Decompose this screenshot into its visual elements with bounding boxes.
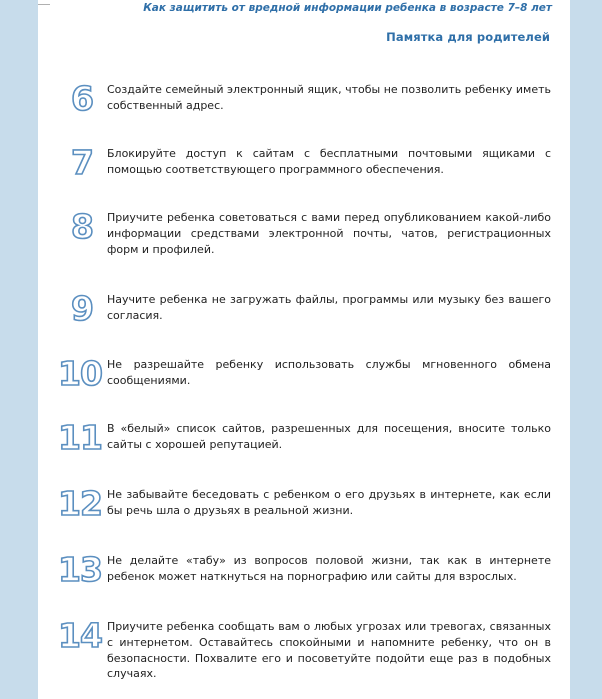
tip-text: Не забывайте беседовать с ребенком о его друзьях в интернете, как если бы речь шла о друзьях в реальной жизни. — [107, 488, 551, 517]
tip-text: Научите ребенка не загружать файлы, программы или музыку без вашего согласия. — [107, 293, 551, 322]
tip-number: 9 — [71, 289, 93, 328]
tip-number: 13 — [58, 550, 102, 589]
tip-number: 14 — [58, 616, 102, 655]
tip-number: 8 — [71, 207, 93, 246]
tip-number: 10 — [58, 354, 102, 393]
corner-mark — [38, 0, 50, 5]
tip-number: 6 — [71, 79, 93, 118]
tip-number: 7 — [71, 143, 93, 182]
tip-number: 12 — [58, 484, 102, 523]
tip-text: Создайте семейный электронный ящик, чтобы не позволить ребенку иметь собственный адрес. — [107, 83, 551, 112]
tip-number: 11 — [58, 418, 102, 457]
page-title: Как защитить от вредной информации ребенка в возрасте 7–8 лет — [143, 2, 552, 14]
tip-text: Не делайте «табу» из вопросов половой жизни, так как в интернете ребенок может наткнуться на порнографию или сайты для взрослых. — [107, 554, 551, 583]
page-subtitle: Памятка для родителей — [386, 30, 550, 44]
tip-text: Не разрешайте ребенку использовать службы мгновенного обмена сообщениями. — [107, 358, 551, 387]
tip-text: Приучите ребенка советоваться с вами перед опубликованием какой-либо информации средствами электронной почты, чатов, регистрационных форм и профилей. — [107, 211, 551, 256]
tip-text: Блокируйте доступ к сайтам с бесплатными почтовыми ящиками с помощью соответствующего программного обеспечения. — [107, 147, 551, 176]
document-page — [38, 0, 570, 699]
tip-text: Приучите ребенка сообщать вам о любых угрозах или тревогах, связанных с интернетом. Оставайтесь спокойными и напомните ребенку, что он в безопасности. Похвалите его и посоветуйте подойти еще раз в подобных случаях. — [107, 620, 551, 681]
tip-text: В «белый» список сайтов, разрешенных для посещения, вносите только сайты с хорошей репутацией. — [107, 422, 551, 451]
